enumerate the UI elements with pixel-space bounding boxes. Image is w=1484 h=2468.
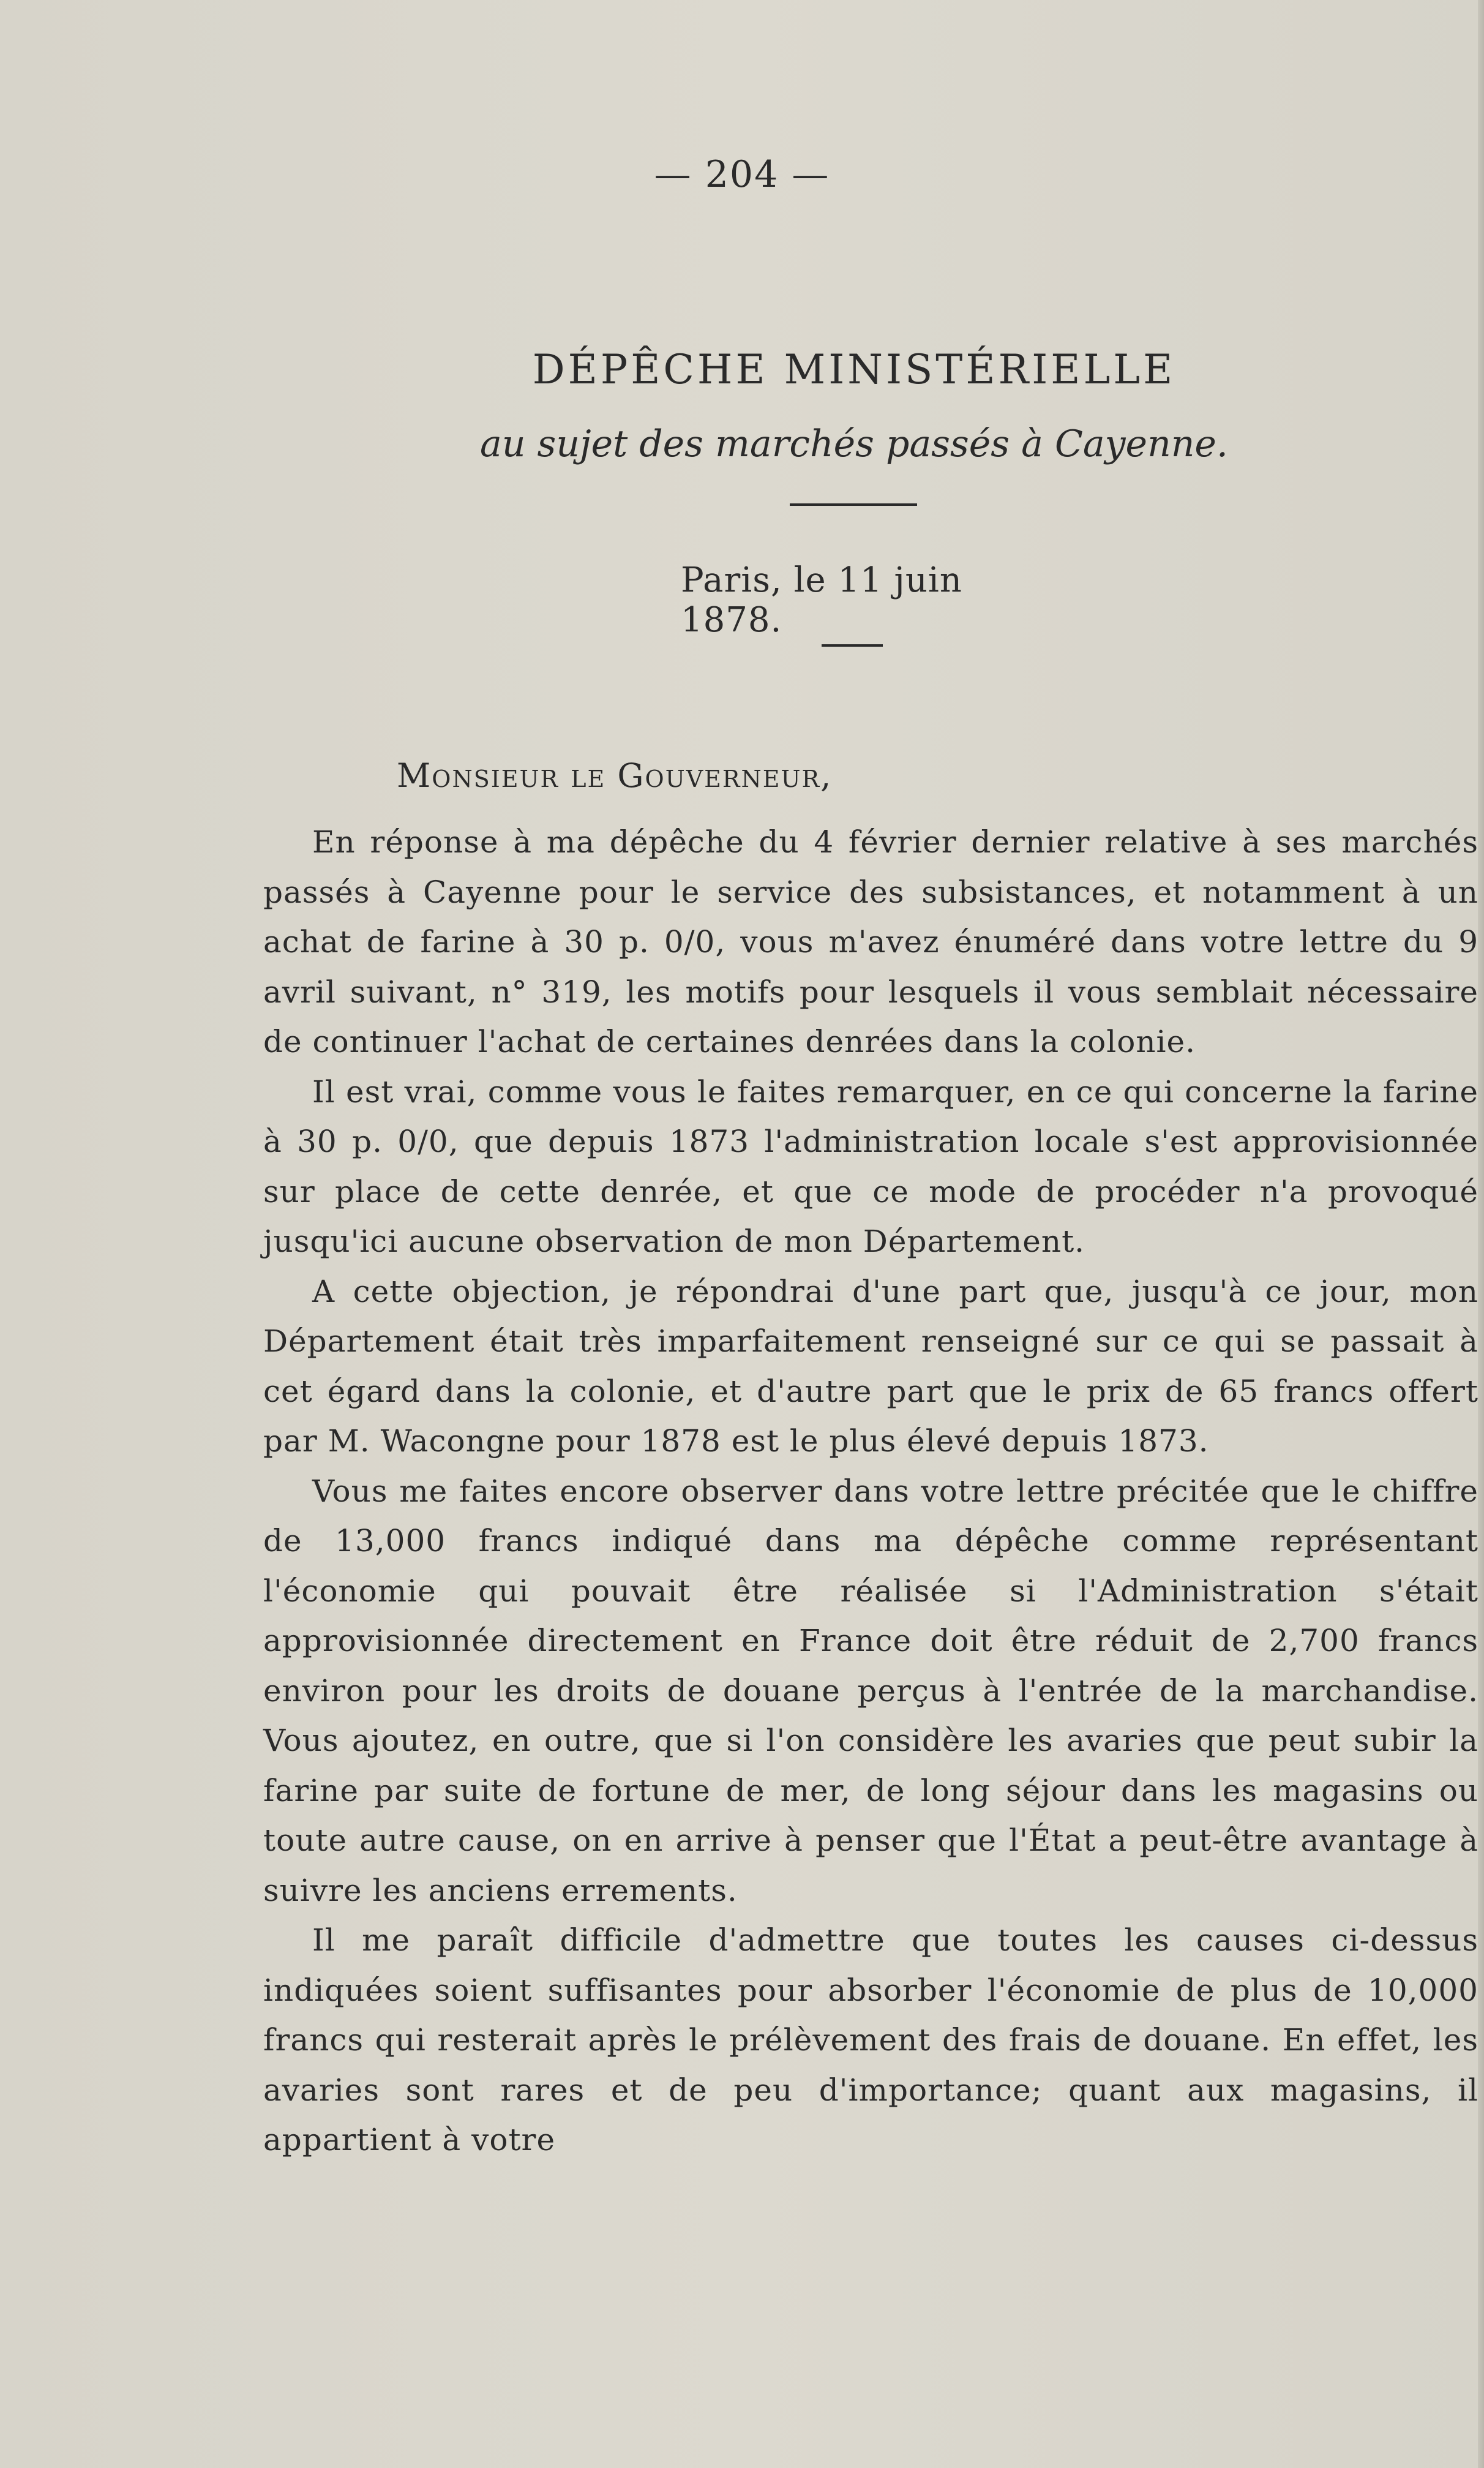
paragraph: A cette objection, je répondrai d'une part que, jusqu'à ce jour, mon Département était très imparfaitement renseigné sur ce qui se passait à cet égard dans la colonie, et d'autre part que le prix de 65 francs offert par M. Wacongne pour 1878 est le plus élevé depuis 1873. (263, 1273, 1478, 1459)
paragraph: Vous me faites encore observer dans votre lettre précitée que le chiffre de 13,000 francs indiqué dans ma dépêche comme représentant l'économie qui pouvait être réalisée si l'Administration s'était approvisionnée directement en France doit être réduit de 2,700 francs environ pour les droits de douane perçus à l'entrée de la marchandise. Vous ajoutez, en outre, que si l'on considère les avaries que peut subir la farine par suite de fortune de mer, de long séjour dans les magasins ou toute autre cause, on en arrive à penser que l'État a peut-être avantage à suivre les anciens errements. (263, 1473, 1478, 1908)
paragraph: En réponse à ma dépêche du 4 février dernier relative à ses marchés passés à Cayenne pour le service des subsistances, et notamment à un achat de farine à 30 p. 0/0, vous m'avez énuméré dans votre lettre du 9 avril suivant, n° 319, les motifs pour lesquels il vous semblait nécessaire de continuer l'achat de certaines denrées dans la colonie. (263, 824, 1478, 1059)
page-number: — 204 — (654, 153, 830, 196)
paragraph: Il me paraît difficile d'admettre que toutes les causes ci-dessus indiquées soient suffisantes pour absorber l'économie de plus de 10,000 francs qui resterait après le prélèvement des frais de douane. En effet, les avaries sont rares et de peu d'importance; quant aux magasins, il appartient à votre (263, 1922, 1478, 2158)
title-rule (790, 503, 917, 506)
date-line: Paris, le 11 juin 1878. (681, 560, 962, 640)
paragraph: Il est vrai, comme vous le faites remarquer, en ce qui concerne la farine à 30 p. 0/0, que depuis 1873 l'administration locale s'est approvisionnée sur place de cette denrée, et que ce mode de procéder n'a provoqué jusqu'ici aucune observation de mon Département. (263, 1074, 1478, 1259)
document-title: DÉPÊCHE MINISTÉRIELLE (532, 346, 1176, 393)
date-rule (822, 644, 883, 647)
document-subtitle: au sujet des marchés passés à Cayenne. (480, 423, 1228, 465)
letter-body (263, 818, 1478, 2165)
salutation: Monsieur le Gouverneur, (397, 756, 833, 795)
